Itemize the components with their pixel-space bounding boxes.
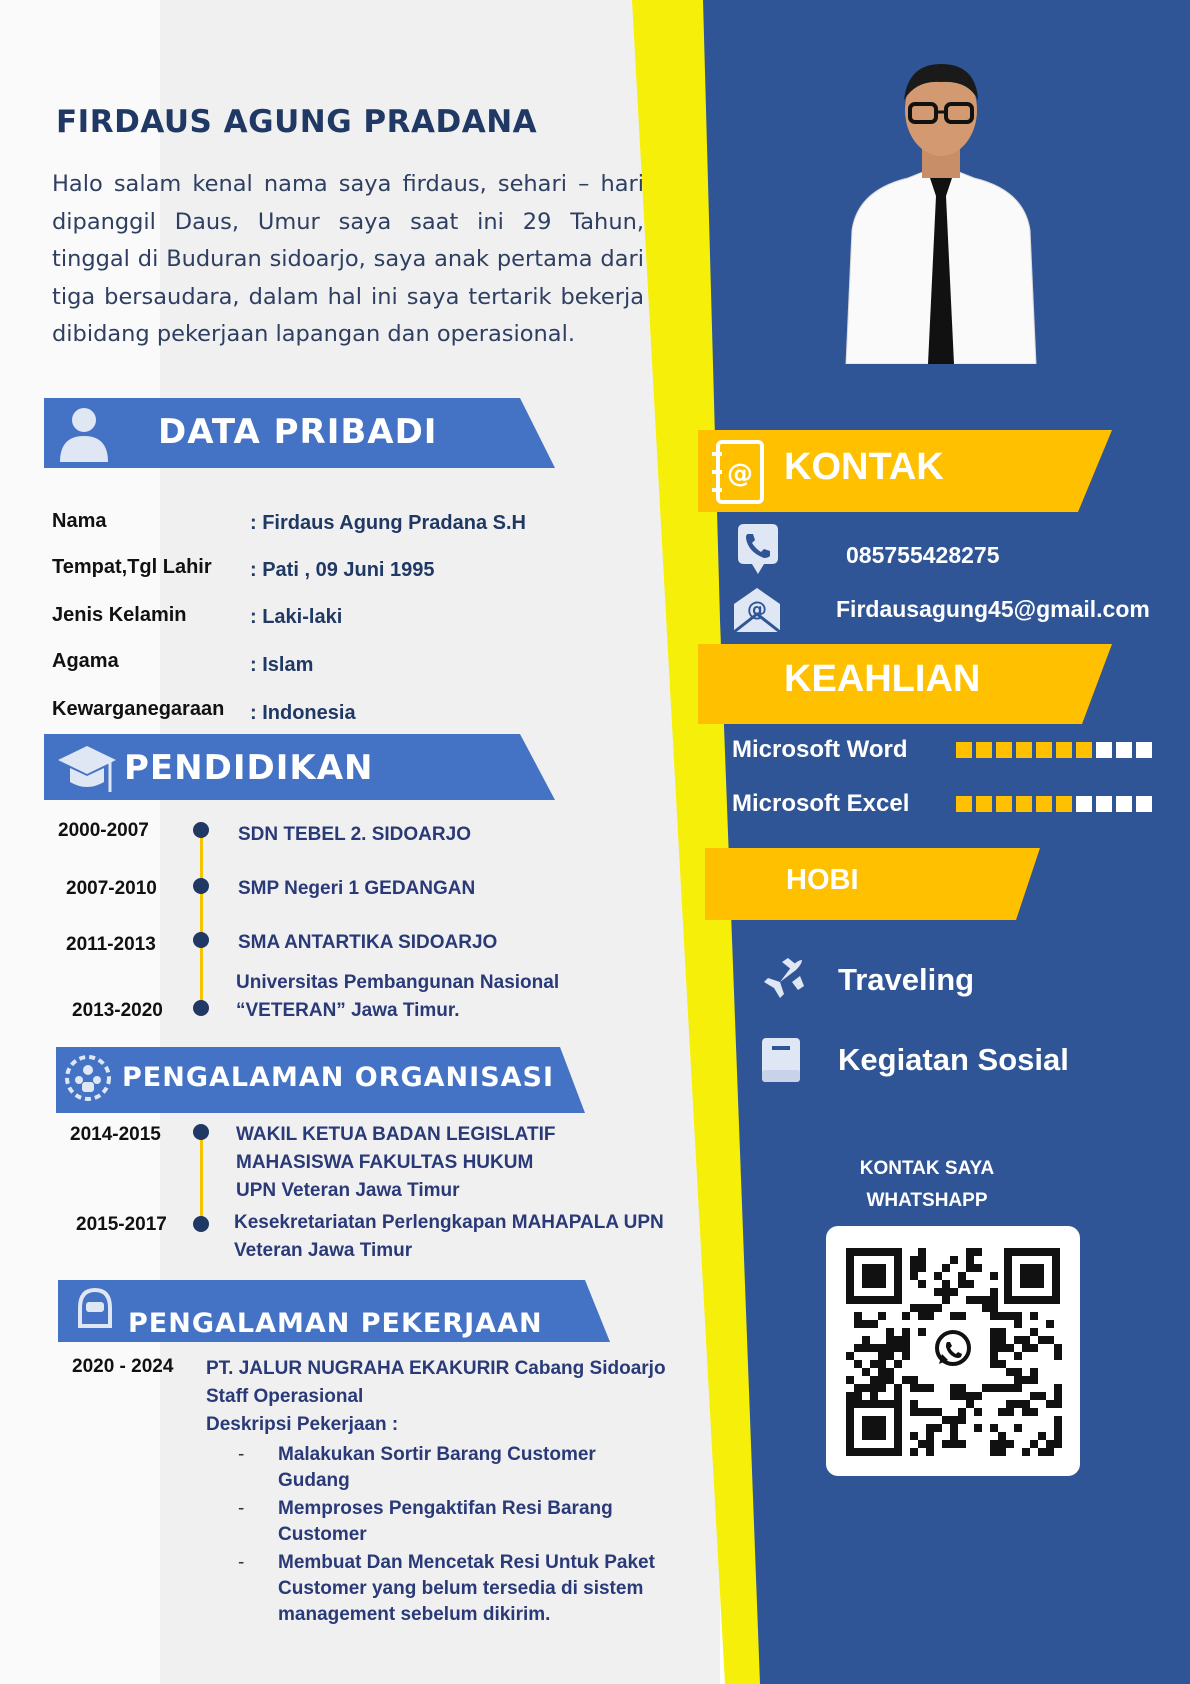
contact-phone: 085755428275 [846, 542, 1000, 568]
timeline-dot [193, 932, 209, 948]
education-timeline-line [200, 830, 203, 1010]
section-title-keahlian: KEAHLIAN [784, 658, 981, 700]
personal-label-0: Nama [52, 510, 107, 532]
phone-icon [734, 522, 782, 587]
education-year-1: 2007-2010 [66, 878, 157, 899]
section-title-hobi: HOBI [786, 864, 859, 896]
work-role: Staff Operasional [206, 1386, 364, 1407]
organization-line-1-1: Kesekretariatan Perlengkapan MAHAPALA UPN [234, 1212, 664, 1233]
personal-value-2: : Laki-laki [250, 606, 343, 628]
section-title-organisasi: PENGALAMAN ORGANISASI [122, 1062, 555, 1093]
timeline-dot [193, 1216, 209, 1232]
skill-rating-1 [956, 796, 1156, 817]
hobby-0: Traveling [838, 962, 975, 997]
skill-name-1: Microsoft Excel [732, 790, 910, 817]
person-icon [56, 404, 112, 467]
svg-text:@: @ [727, 459, 753, 489]
personal-label-2: Jenis Kelamin [52, 604, 187, 626]
skill-square [1016, 796, 1032, 812]
skill-square [1136, 796, 1152, 812]
skill-square [976, 796, 992, 812]
personal-value-1: : Pati , 09 Juni 1995 [250, 559, 435, 581]
skill-square [1076, 742, 1092, 758]
organization-year-0: 2014-2015 [70, 1124, 161, 1145]
organization-timeline-line [200, 1132, 203, 1222]
education-school-1: SMP Negeri 1 GEDANGAN [238, 878, 476, 899]
education-year-3: 2013-2020 [72, 1000, 163, 1021]
organization-line-0-1: WAKIL KETUA BADAN LEGISLATIF [236, 1124, 556, 1145]
work-task: - Malakukan Sortir Barang Customer Gudang [238, 1442, 648, 1494]
skill-square [1056, 796, 1072, 812]
skill-square [1036, 742, 1052, 758]
work-company: PT. JALUR NUGRAHA EKAKURIR Cabang Sidoarjo [206, 1358, 666, 1379]
work-desc-title: Deskripsi Pekerjaan : [206, 1414, 399, 1435]
worker-icon [76, 1286, 114, 1335]
whatsapp-qr-code[interactable] [826, 1226, 1080, 1476]
organization-line-0-3: UPN Veteran Jawa Timur [236, 1180, 460, 1201]
skill-square [996, 796, 1012, 812]
skill-square [1136, 742, 1152, 758]
airplane-icon [756, 956, 806, 1011]
skill-name-0: Microsoft Word [732, 736, 908, 763]
organization-line-1-2: Veteran Jawa Timur [234, 1240, 413, 1261]
book-icon [760, 1036, 802, 1089]
education-school-0: SDN TEBEL 2. SIDOARJO [238, 824, 471, 845]
personal-value-3: : Islam [250, 654, 314, 676]
section-title-pendidikan: PENDIDIKAN [124, 748, 374, 788]
education-school-3-line1: Universitas Pembangunan Nasional [236, 972, 560, 993]
education-year-2: 2011-2013 [66, 934, 156, 955]
hobby-1: Kegiatan Sosial [838, 1042, 1069, 1077]
skill-square [1096, 742, 1112, 758]
education-year-0: 2000-2007 [58, 820, 149, 841]
skill-square [1096, 796, 1112, 812]
skill-square [1076, 796, 1092, 812]
skill-square [1116, 796, 1132, 812]
section-title-kontak: KONTAK [784, 446, 944, 488]
skill-square [996, 742, 1012, 758]
organization-icon [62, 1052, 114, 1109]
education-school-2: SMA ANTARTIKA SIDOARJO [238, 932, 498, 953]
email-icon [730, 584, 784, 641]
skill-square [1036, 796, 1052, 812]
skill-square [1056, 742, 1072, 758]
education-school-3-line2: “VETERAN” Jawa Timur. [236, 1000, 460, 1021]
timeline-dot [193, 1124, 209, 1140]
skill-square [976, 742, 992, 758]
personal-value-0: : Firdaus Agung Pradana S.H [250, 512, 526, 534]
skill-rating-0 [956, 742, 1156, 763]
contact-email: Firdausagung45@gmail.com [836, 596, 1150, 622]
section-title-pekerjaan: PENGALAMAN PEKERJAAN [128, 1308, 543, 1339]
profile-photo [838, 60, 1044, 364]
timeline-dot [193, 822, 209, 838]
intro-paragraph: Halo salam kenal nama saya firdaus, sehari – hari dipanggil Daus, Umur saya saat ini 29 Tahun, tinggal di Buduran sidoarjo, saya anak pertama dari tiga bersaudara, dalam hal ini saya tertarik bekerja dibidang pekerjaan lapangan dan operasional. [52, 171, 644, 347]
skill-square [1116, 742, 1132, 758]
whatsapp-icon [928, 1324, 978, 1379]
work-years: 2020 - 2024 [72, 1356, 174, 1377]
skill-square [956, 796, 972, 812]
graduation-cap-icon [56, 742, 118, 805]
svg-text:@: @ [747, 597, 767, 621]
candidate-name: FIRDAUS AGUNG PRADANA [56, 104, 538, 140]
personal-label-1: Tempat,Tgl Lahir [52, 556, 212, 578]
personal-value-4: : Indonesia [250, 702, 356, 724]
organization-year-1: 2015-2017 [76, 1214, 167, 1235]
organization-line-0-2: MAHASISWA FAKULTAS HUKUM [236, 1152, 534, 1173]
timeline-dot [193, 878, 209, 894]
skill-square [956, 742, 972, 758]
timeline-dot [193, 1000, 209, 1016]
work-task: - Memproses Pengaktifan Resi Barang Customer [238, 1496, 648, 1548]
personal-label-3: Agama [52, 650, 119, 672]
qr-caption-line2: WHATSHAPP [866, 1190, 988, 1211]
skill-square [1016, 742, 1032, 758]
address-book-icon [708, 438, 768, 511]
work-task: - Membuat Dan Mencetak Resi Untuk Paket Customer yang belum tersedia di sistem management sebelum dikirim. [238, 1550, 688, 1628]
qr-caption-line1: KONTAK SAYA [859, 1158, 995, 1179]
personal-label-4: Kewarganegaraan [52, 698, 225, 720]
work-task-list [238, 1442, 688, 1630]
section-title-data-pribadi: DATA PRIBADI [158, 412, 438, 452]
